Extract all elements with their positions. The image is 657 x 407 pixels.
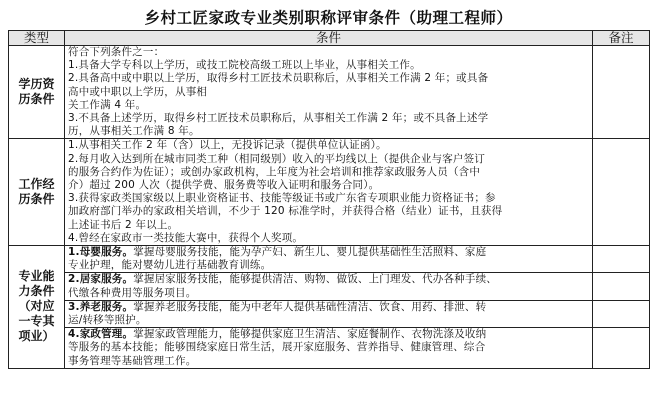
header-row — [9, 31, 650, 46]
cond-line: 4.曾经在家政市一类技能大赛中，获得个人奖项。 — [68, 231, 304, 244]
row-ability-1 — [9, 246, 650, 273]
row-ability-3 — [9, 300, 650, 327]
row-education — [9, 46, 650, 139]
remarks-ability-4 — [593, 328, 650, 369]
cond-line: 3.不具备上述学历，取得乡村工匠技术员职称后，从事相关工作满 2 年；或不具备上述学 — [68, 112, 489, 125]
cond-line: 2.具备高中或中职以上学历，取得乡村工匠技术员职称后，从事相关工作满 2 年；或具备 — [68, 72, 489, 85]
cond-line: 历，从事相关工作满 8 年。 — [68, 125, 200, 138]
criteria-table — [8, 30, 650, 369]
cond-line: 等服务的基本技能；能够围绕家庭日常生活，展开家庭服务、营养指导、健康管理、综合 — [68, 341, 486, 354]
cond-line: 关工作满 4 年。 — [68, 98, 147, 111]
page-title: 乡村工匠家政专业类别职称评审条件（助理工程师） — [144, 8, 513, 27]
cond-line: 运/转移等照护。 — [68, 314, 147, 327]
type-education: 学历资历条件 — [9, 46, 65, 139]
cond-line: 上述证书后 2 年以上。 — [68, 218, 179, 231]
remarks-ability-1 — [593, 246, 650, 273]
cond-line: 加政府部门举办的家政相关培训，不少于 120 标准学时，并获得合格（结业）证书，且获得 — [68, 205, 503, 218]
cond-line: 2.每月收入达到所在城市同类工种（相同级别）收入的平均线以上（提供企业与客户签订 — [68, 152, 486, 165]
remarks-experience — [593, 139, 650, 246]
type-ability: 专业能力条件（对应一专其项业） — [9, 246, 65, 369]
type-experience: 工作经历条件 — [9, 139, 65, 246]
cond-experience — [65, 139, 593, 246]
cond-ability-maternal — [65, 246, 593, 273]
cond-line: 1.具备大学专科以上学历，或技工院校高级工班以上毕业，从事相关工作。 — [68, 59, 421, 72]
cond-line: 2.居家服务。掌握居家服务技能，能够提供清洁、购物、做饭、上门理发、代办各种手续、 — [68, 273, 498, 286]
cond-line: 高中或中职以上学历，从事相 — [68, 85, 208, 98]
header-remarks: 备注 — [593, 31, 650, 46]
cond-line: 代缴各种费用等服务项目。 — [68, 286, 197, 299]
cond-line: 3.养老服务。掌握养老服务技能，能为中老年人提供基础性清洁、饮食、用药、排泄、转 — [68, 300, 487, 313]
item-heading: 3.养老服务。 — [68, 300, 134, 313]
cond-line: 1.从事相关工作 2 年（含）以上，无投诉记录（提供单位认证函）。 — [68, 139, 387, 152]
item-heading: 4.家政管理。 — [68, 328, 134, 341]
cond-ability-management — [65, 328, 593, 369]
cond-line: 符合下列条件之一： — [68, 46, 165, 58]
cond-line: 专业护理，能对婴幼儿进行基础教育训练。 — [68, 259, 272, 272]
cond-ability-elderly — [65, 300, 593, 327]
item-heading: 2.居家服务。 — [68, 273, 134, 286]
cond-line: 的服务合约作为佐证）；或创办家政机构，上年度为社会培训和推荐家政服务人员（含中 — [68, 165, 481, 178]
cond-line: 3.获得家政类国家级以上职业资格证书、技能等级证书或广东省专项职业能力资格证书；参 — [68, 192, 496, 205]
remarks-education — [593, 46, 650, 139]
header-conditions: 条件 — [65, 31, 593, 46]
row-ability-4 — [9, 328, 650, 369]
header-type: 类型 — [9, 31, 65, 46]
row-ability-2 — [9, 273, 650, 300]
cond-line: 1.母婴服务。掌握母婴服务技能，能为孕产妇、新生儿、婴儿提供基础性生活照料、家庭 — [68, 246, 487, 259]
remarks-ability-3 — [593, 300, 650, 327]
remarks-ability-2 — [593, 273, 650, 300]
cond-line: 4.家政管理。掌握家政管理能力，能够提供家庭卫生清洁、家庭餐制作、衣物洗涤及收纳 — [68, 328, 487, 341]
item-heading: 1.母婴服务。 — [68, 246, 134, 259]
cond-line: 介）超过 200 人次（提供学费、服务费等收入证明和服务合同）。 — [68, 179, 380, 192]
row-experience — [9, 139, 650, 246]
cond-education — [65, 46, 593, 139]
cond-line: 事务管理等基础管理工作。 — [68, 354, 197, 367]
cond-ability-home — [65, 273, 593, 300]
